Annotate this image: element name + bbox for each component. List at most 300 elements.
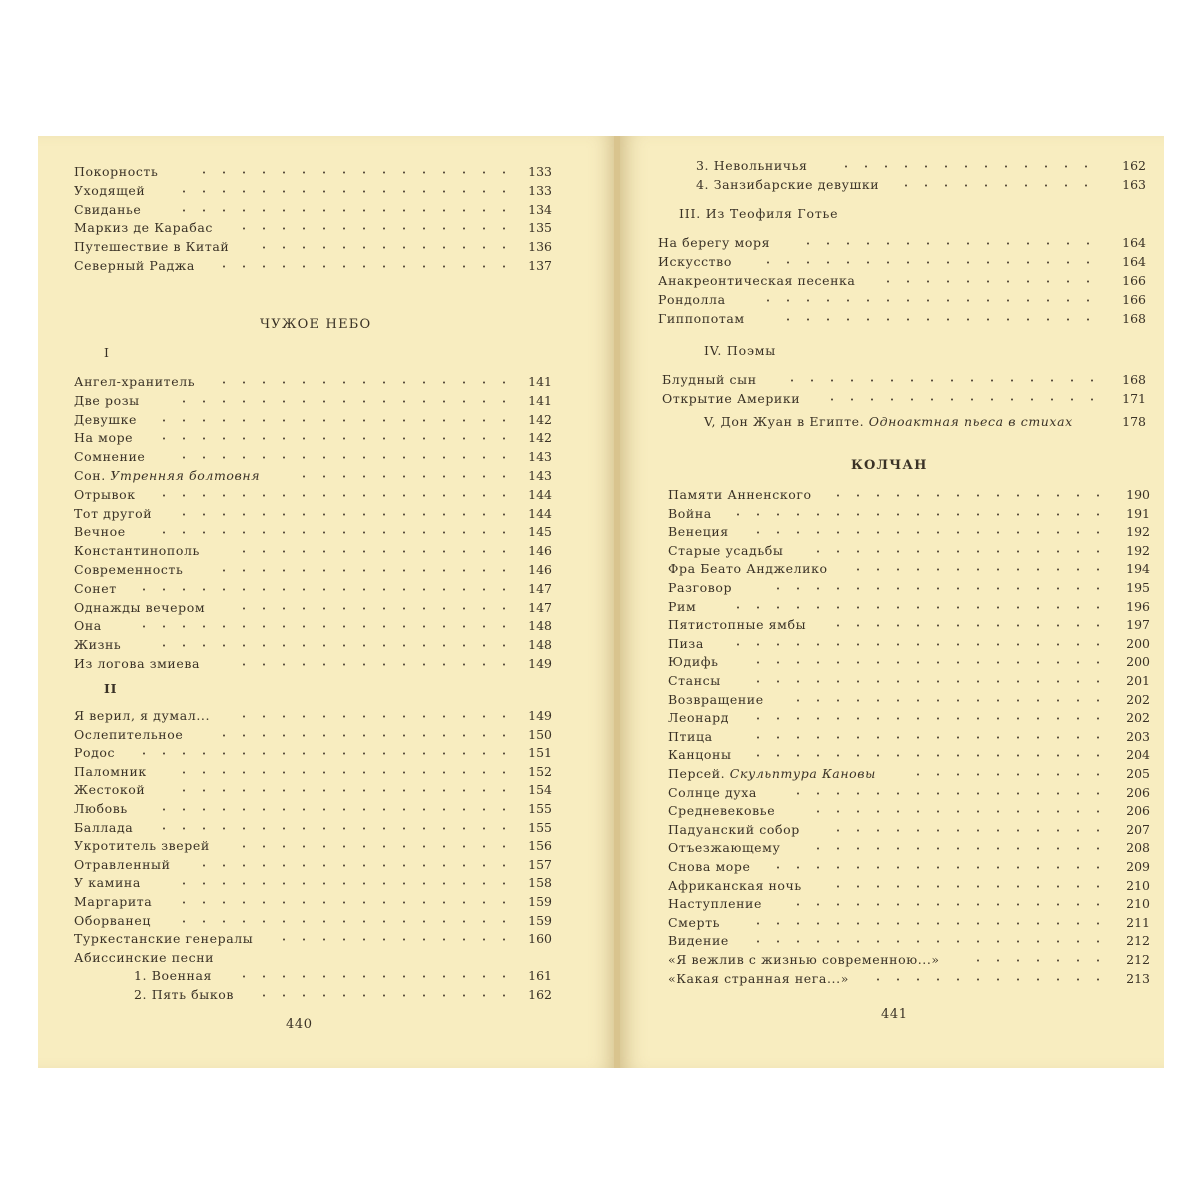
toc-entry-title xyxy=(668,541,783,560)
toc-entry-title xyxy=(74,181,145,200)
toc-entry-title-text: Фра Беато Анджелико xyxy=(668,561,828,577)
toc-entry-title xyxy=(668,727,713,746)
toc-entry xyxy=(74,485,552,504)
toc-entry xyxy=(74,560,552,579)
toc-entry-title xyxy=(134,966,212,985)
toc-page-number: 144 xyxy=(528,505,552,521)
section-title-chuzhoe-nebo: ЧУЖОЕ НЕБО xyxy=(260,317,372,332)
toc-entry-title-text: Она xyxy=(74,618,102,634)
toc-entry-title xyxy=(668,522,729,541)
toc-entry-title-text: Персей. xyxy=(668,766,730,781)
toc-entry xyxy=(658,271,1146,290)
toc-entry xyxy=(668,559,1150,578)
toc-page-number: 146 xyxy=(528,562,552,577)
leader-dots xyxy=(822,398,1100,401)
toc-entry xyxy=(668,597,1150,616)
toc-entry-title-text: Искусство xyxy=(658,254,732,269)
toc-entry-title xyxy=(74,892,152,911)
leader-dots xyxy=(174,513,506,516)
toc-entry-title-text: Пиза xyxy=(668,635,704,651)
toc-entry-title-text: Покорность xyxy=(74,164,159,179)
toc-entry xyxy=(74,911,552,930)
toc-entry-title xyxy=(668,857,751,876)
toc-entry xyxy=(668,876,1150,895)
toc-page-number: 191 xyxy=(1126,505,1150,521)
toc-entry xyxy=(74,654,552,673)
leader-dots xyxy=(836,165,1100,168)
toc-page-number: 168 xyxy=(1122,311,1146,326)
toc-page-number: 148 xyxy=(528,618,552,634)
toc-entry xyxy=(74,780,552,799)
toc-page-number: 157 xyxy=(528,856,552,872)
toc-entry xyxy=(74,372,552,391)
toc-entry-title xyxy=(74,948,214,967)
toc-entry xyxy=(658,233,1146,252)
toc-entry xyxy=(668,745,1150,764)
toc-entry-title-text: Маргарита xyxy=(74,894,153,909)
toc-entry-title-text: Из логова змиева xyxy=(74,656,201,671)
toc-entry-title-text: «Я вежлив с жизнью современною...» xyxy=(668,952,940,967)
leader-dots xyxy=(748,717,1104,720)
leader-dots xyxy=(748,754,1104,757)
toc-page-number: 164 xyxy=(1122,235,1146,250)
leader-dots xyxy=(808,550,1104,553)
toc-entry xyxy=(74,929,552,948)
toc-entry-title xyxy=(74,873,141,892)
toc-entry xyxy=(668,485,1150,504)
toc-entry xyxy=(668,783,1150,802)
toc-entry-title-text: Рондолла xyxy=(658,292,726,307)
toc-entry-title-text: 4. Занзибарские девушки xyxy=(696,176,880,192)
toc-entry-title xyxy=(74,372,195,391)
toc-entry xyxy=(74,948,552,967)
toc-entry-title xyxy=(74,725,183,744)
toc-entry-title-text: У камина xyxy=(74,875,141,891)
toc-entry-title-text: V, Дон Жуан в Египте. xyxy=(704,414,869,429)
toc-entry xyxy=(658,309,1146,328)
leader-dots xyxy=(748,661,1104,664)
toc-entry xyxy=(668,838,1150,857)
toc-entry-title xyxy=(74,391,140,410)
toc-page-number: 211 xyxy=(1126,914,1150,930)
leader-dots xyxy=(828,624,1104,627)
toc-entry xyxy=(74,504,552,523)
leader-dots xyxy=(174,456,506,459)
toc-entry-title xyxy=(668,485,812,504)
leader-dots xyxy=(174,190,506,193)
leader-dots xyxy=(214,734,506,737)
toc-entry-title-text: Венеция xyxy=(668,524,729,540)
leader-dots xyxy=(728,606,1104,609)
toc-entry-title-text: Солнце духа xyxy=(668,784,757,800)
toc-entry-title xyxy=(668,504,712,523)
toc-page-number: 194 xyxy=(1126,561,1150,577)
toc-entry xyxy=(668,615,1150,634)
toc-entry-title xyxy=(74,780,145,799)
toc-entry-title-text: Леонард xyxy=(668,710,730,726)
leader-dots xyxy=(908,773,1104,776)
toc-entry xyxy=(74,966,552,985)
toc-page-number: 141 xyxy=(528,392,552,408)
toc-entry xyxy=(668,969,1150,988)
leader-dots xyxy=(758,261,1100,264)
toc-page-number: 133 xyxy=(528,182,552,198)
leader-dots xyxy=(758,299,1100,302)
toc-entry-title xyxy=(74,929,253,948)
toc-entry-title-text: Рим xyxy=(668,598,697,614)
toc-entry-title-text: Наступление xyxy=(668,896,762,912)
toc-entry-title-text: Жестокой xyxy=(74,782,146,798)
leader-dots xyxy=(896,184,1100,187)
toc-entry xyxy=(668,857,1150,876)
toc-page-number: 166 xyxy=(1122,273,1146,288)
page-number-right: 441 xyxy=(881,1007,908,1022)
toc-entry-title xyxy=(74,855,171,874)
toc-entry xyxy=(662,370,1146,389)
toc-entry-title xyxy=(668,931,729,950)
toc-page-number: 200 xyxy=(1126,635,1150,651)
part-heading-1: I xyxy=(104,345,110,360)
toc-page-number: 156 xyxy=(528,838,552,854)
toc-page-number: 143 xyxy=(528,468,552,483)
toc-entry xyxy=(696,156,1146,175)
toc-entry xyxy=(658,290,1146,309)
toc-entry-title xyxy=(668,950,940,969)
leader-dots xyxy=(768,587,1104,590)
toc-entry-title xyxy=(696,175,879,194)
toc-entry-title-text: Укротитель зверей xyxy=(74,838,210,854)
toc-entry-title xyxy=(74,237,229,256)
toc-entry-title xyxy=(668,838,780,857)
toc-page-number: 151 xyxy=(528,745,552,761)
toc-entry-title-text: Туркестанские генералы xyxy=(74,931,254,947)
toc-entry-title-text: Сомнение xyxy=(74,449,146,465)
toc-page-number: 147 xyxy=(528,599,552,615)
toc-entry-title xyxy=(74,616,102,635)
toc-page-number: 213 xyxy=(1126,970,1150,986)
toc-entry-title-text: Две розы xyxy=(74,392,140,408)
leader-dots xyxy=(134,752,506,755)
leader-dots xyxy=(768,866,1104,869)
toc-entry xyxy=(668,913,1150,932)
toc-entry xyxy=(74,541,552,560)
toc-entry xyxy=(696,175,1146,194)
toc-entry xyxy=(668,578,1150,597)
toc-page-number: 137 xyxy=(528,258,552,273)
toc-entry-title xyxy=(696,156,808,175)
toc-entry-title-text: Смерть xyxy=(668,914,721,930)
leader-dots xyxy=(808,847,1104,850)
toc-page-number: 148 xyxy=(528,637,552,653)
toc-entry-title-text: 2. Пять быков xyxy=(134,987,235,1002)
toc-entry-title xyxy=(74,706,210,725)
toc-entry-title-text: Северный Раджа xyxy=(74,258,195,273)
toc-entry-title xyxy=(668,894,762,913)
toc-entry xyxy=(668,690,1150,709)
toc-page-number: 192 xyxy=(1126,542,1150,558)
toc-entry-title-text: Я верил, я думал... xyxy=(74,708,211,723)
toc-page-number: 154 xyxy=(528,782,552,798)
toc-entry xyxy=(74,181,552,200)
toc-entry xyxy=(74,447,552,466)
leader-dots xyxy=(214,265,506,268)
toc-entry-title xyxy=(668,690,764,709)
leader-dots xyxy=(154,808,506,811)
toc-page-number: 192 xyxy=(1126,524,1150,540)
toc-entry xyxy=(668,671,1150,690)
toc-entry xyxy=(74,200,552,219)
toc-page-number: 143 xyxy=(528,449,552,465)
toc-entry xyxy=(668,522,1150,541)
toc-entry-title-text: Гиппопотам xyxy=(658,311,745,326)
toc-entry-title-text: Однажды вечером xyxy=(74,599,206,615)
toc-entry xyxy=(74,706,552,725)
leader-dots xyxy=(728,643,1104,646)
leader-dots xyxy=(782,379,1100,382)
toc-entry-title xyxy=(74,560,183,579)
toc-page-number: 206 xyxy=(1126,784,1150,800)
toc-entry-title-text: Средневековье xyxy=(668,803,776,819)
leader-dots xyxy=(868,978,1104,981)
toc-entry-title xyxy=(668,578,732,597)
toc-page-number: 150 xyxy=(528,726,552,742)
toc-entry-subtitle: Скульптура Кановы xyxy=(729,766,876,781)
leader-dots xyxy=(134,625,506,628)
leader-dots xyxy=(748,680,1104,683)
toc-entry xyxy=(74,985,552,1004)
toc-page-number: 212 xyxy=(1126,952,1150,967)
toc-entry-title-text: Открытие Америки xyxy=(662,391,801,406)
toc-page-number: 134 xyxy=(528,201,552,217)
toc-entry-title xyxy=(74,522,126,541)
toc-entry-title-text: Уходящей xyxy=(74,182,146,198)
toc-entry-title-text: Война xyxy=(668,505,712,521)
leader-dots xyxy=(778,318,1100,321)
toc-page-number: 159 xyxy=(528,912,552,928)
leader-dots xyxy=(798,242,1100,245)
leader-dots xyxy=(748,922,1104,925)
leader-dots xyxy=(234,607,506,610)
toc-entry-title-text: Пятистопные ямбы xyxy=(668,617,807,633)
leader-dots xyxy=(748,531,1104,534)
toc-entry xyxy=(74,635,552,654)
toc-page-number: 168 xyxy=(1122,372,1146,387)
part-heading-4: IV. Поэмы xyxy=(704,343,777,358)
toc-entry xyxy=(658,252,1146,271)
toc-entry-title-text: Любовь xyxy=(74,801,128,816)
toc-entry-title xyxy=(74,598,205,617)
toc-entry-title xyxy=(668,783,757,802)
toc-entry-title-text: Стансы xyxy=(668,673,721,688)
toc-entry-title xyxy=(668,801,775,820)
page-number-left: 440 xyxy=(286,1017,313,1032)
toc-entry-title-text: Паломник xyxy=(74,763,147,779)
toc-page-number: 152 xyxy=(528,763,552,779)
toc-entry-title xyxy=(74,200,141,219)
leader-dots xyxy=(788,903,1104,906)
toc-entry xyxy=(74,818,552,837)
toc-page-number: 141 xyxy=(528,374,552,389)
toc-entry-title-text: Анакреонтическая песенка xyxy=(658,273,856,288)
toc-page-number: 149 xyxy=(528,708,552,723)
leader-dots xyxy=(154,644,506,647)
toc-entry-title xyxy=(74,485,136,504)
leader-dots xyxy=(214,569,506,572)
toc-entry-title-text: «Какая странная нега...» xyxy=(668,970,849,986)
leader-dots xyxy=(134,588,506,591)
toc-entry-title-text: Константинополь xyxy=(74,543,200,559)
toc-page-number: 201 xyxy=(1126,673,1150,688)
toc-page-number: 147 xyxy=(528,580,552,596)
toc-entry-title xyxy=(668,913,720,932)
toc-page-number: 164 xyxy=(1122,254,1146,269)
toc-entry-title xyxy=(74,743,115,762)
toc-entry-title-text: Родос xyxy=(74,745,116,761)
leader-dots xyxy=(174,771,506,774)
toc-entry-title xyxy=(74,654,200,673)
toc-page-number: 162 xyxy=(1122,158,1146,173)
toc-entry-title-text: На берегу моря xyxy=(658,235,771,250)
toc-entry-title xyxy=(74,762,147,781)
toc-entry-title xyxy=(668,969,849,988)
toc-page-number: 206 xyxy=(1126,803,1150,819)
toc-entry-title xyxy=(74,818,133,837)
toc-entry-title xyxy=(658,233,770,252)
leader-dots xyxy=(154,494,506,497)
leader-dots xyxy=(154,827,506,830)
toc-entry xyxy=(74,162,552,181)
leader-dots xyxy=(254,246,506,249)
toc-entry-title-text: Сонет xyxy=(74,580,117,596)
toc-page-number: 158 xyxy=(528,875,552,891)
toc-entry xyxy=(74,725,552,744)
toc-entry xyxy=(74,237,552,256)
toc-entry-title-text: Отрывок xyxy=(74,486,136,502)
toc-entry-subtitle: Одноактная пьеса в стихах xyxy=(868,414,1073,429)
leader-dots xyxy=(174,789,506,792)
toc-page-number: 195 xyxy=(1126,580,1150,595)
leader-dots xyxy=(174,209,506,212)
toc-entry-title-text: Юдифь xyxy=(668,654,719,670)
leader-dots xyxy=(828,494,1104,497)
toc-page-number: 205 xyxy=(1126,766,1150,781)
toc-entry-title-text: Канцоны xyxy=(668,747,732,763)
toc-page-number: 209 xyxy=(1126,859,1150,874)
toc-page-number: 160 xyxy=(528,931,552,947)
toc-entry xyxy=(668,950,1150,969)
toc-entry-title xyxy=(668,820,800,839)
toc-entry-title-text: Вечное xyxy=(74,524,126,540)
toc-entry xyxy=(74,522,552,541)
section-title-kolchan: КОЛЧАН xyxy=(851,458,928,473)
toc-entry xyxy=(668,652,1150,671)
toc-entry-title-text: Памяти Анненского xyxy=(668,487,812,502)
toc-entry-title xyxy=(74,579,117,598)
toc-page-number: 210 xyxy=(1126,896,1150,912)
toc-entry-title xyxy=(668,764,876,783)
toc-entry-title-text: Сон. xyxy=(74,468,111,483)
toc-entry-title xyxy=(662,370,757,389)
toc-entry xyxy=(668,931,1150,950)
toc-entry-title xyxy=(668,615,806,634)
toc-entry xyxy=(668,727,1150,746)
toc-page-number: 204 xyxy=(1126,747,1150,763)
toc-entry-title xyxy=(74,410,137,429)
leader-dots xyxy=(294,475,506,478)
toc-entry-title xyxy=(658,309,745,328)
toc-entry-title xyxy=(668,652,719,671)
toc-entry-title xyxy=(134,985,234,1004)
toc-entry-title xyxy=(704,412,1073,431)
part-heading-2: II xyxy=(104,681,118,696)
toc-entry-title xyxy=(74,447,145,466)
leader-dots xyxy=(828,829,1104,832)
leader-dots xyxy=(174,901,506,904)
leader-dots xyxy=(234,715,506,718)
toc-entry-title xyxy=(74,836,210,855)
toc-entry-title-text: Отравленный xyxy=(74,856,171,872)
left-page xyxy=(38,136,616,1068)
toc-page-number: 190 xyxy=(1126,487,1150,502)
toc-entry-title xyxy=(658,252,732,271)
toc-entry-title xyxy=(74,162,158,181)
toc-entry xyxy=(74,428,552,447)
toc-entry-title-text: Ослепительное xyxy=(74,726,184,742)
toc-entry xyxy=(668,894,1150,913)
toc-entry-title xyxy=(74,635,121,654)
toc-entry xyxy=(74,836,552,855)
toc-page-number: 207 xyxy=(1126,821,1150,837)
toc-entry-title xyxy=(662,389,800,408)
toc-page-number: 208 xyxy=(1126,840,1150,856)
toc-entry-title-text: Оборванец xyxy=(74,912,151,928)
toc-entry xyxy=(668,764,1150,783)
toc-entry xyxy=(74,466,552,485)
toc-page-number: 149 xyxy=(528,656,552,671)
toc-entry-title-text: Возвращение xyxy=(668,691,764,707)
leader-dots xyxy=(214,381,506,384)
leader-dots xyxy=(748,940,1104,943)
toc-page-number: 155 xyxy=(528,819,552,835)
toc-entry xyxy=(74,579,552,598)
leader-dots xyxy=(174,882,506,885)
toc-page-number: 133 xyxy=(528,164,552,179)
leader-dots xyxy=(194,171,506,174)
toc-page-number: 212 xyxy=(1126,933,1150,949)
toc-page-number: 178 xyxy=(1122,414,1146,429)
toc-entry-subtitle: Утренняя болтовня xyxy=(110,468,261,483)
toc-entry-title xyxy=(668,745,732,764)
leader-dots xyxy=(788,699,1104,702)
toc-entry-title xyxy=(74,428,133,447)
toc-entry-title-text: Африканская ночь xyxy=(668,877,802,893)
toc-entry-title xyxy=(74,256,195,275)
toc-page-number: 202 xyxy=(1126,710,1150,726)
toc-entry-title-text: Свиданье xyxy=(74,201,142,217)
toc-entry xyxy=(74,855,552,874)
toc-entry-title-text: Баллада xyxy=(74,819,134,835)
toc-entry-title-text: Абиссинские песни xyxy=(74,949,215,965)
toc-entry-title-text: Путешествие в Китай xyxy=(74,239,230,255)
toc-entry-title-text: Современность xyxy=(74,562,184,577)
toc-entry-title xyxy=(668,634,704,653)
leader-dots xyxy=(828,885,1104,888)
toc-entry xyxy=(704,412,1146,431)
toc-entry-title xyxy=(668,597,696,616)
leader-dots xyxy=(788,792,1104,795)
toc-entry-title xyxy=(74,218,213,237)
toc-page-number: 202 xyxy=(1126,691,1150,707)
